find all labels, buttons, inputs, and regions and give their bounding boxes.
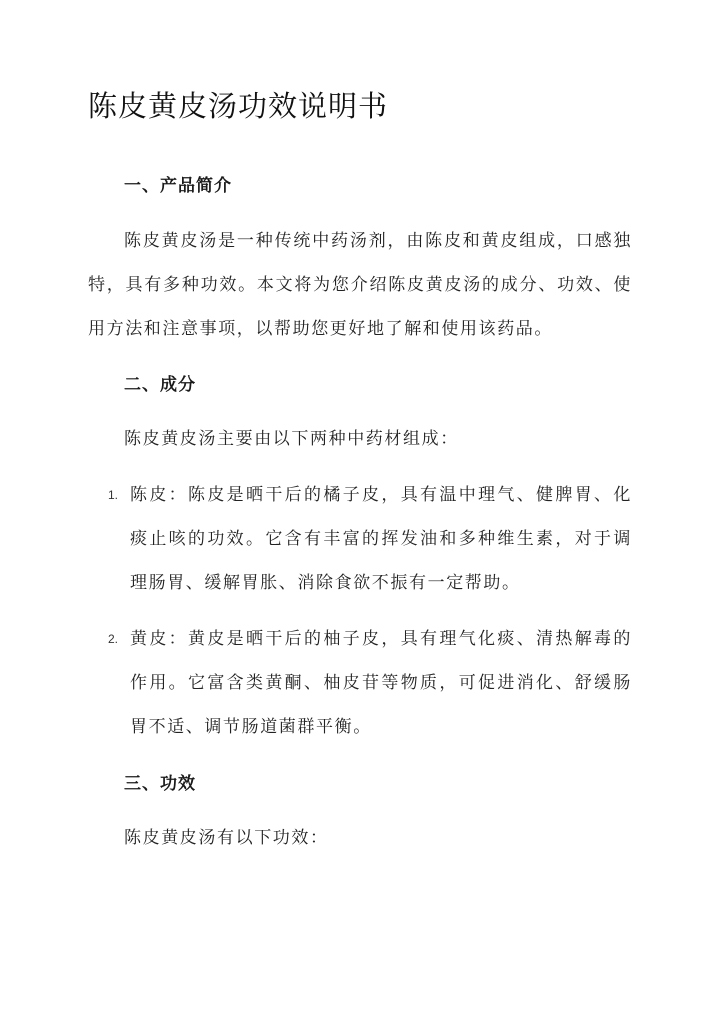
section-heading-intro: 一、产品简介: [124, 176, 232, 196]
intro-paragraph: 陈皮黄皮汤是一种传统中药汤剂，由陈皮和黄皮组成，口感独特，具有多种功效。本文将为您介绍陈皮黄皮汤的成分、功效、使用方法和注意事项，以帮助您更好地了解和使用该药品。: [88, 231, 632, 339]
effects-intro: 陈皮黄皮汤有以下功效：: [124, 828, 329, 848]
list-number: 2.: [108, 632, 119, 646]
list-item: [108, 617, 632, 749]
section-heading-effects: 三、功效: [124, 774, 196, 794]
list-item-text: 黄皮：黄皮是晒干后的柚子皮，具有理气化痰、清热解毒的作用。它富含类黄酮、柚皮苷等物质，可促进消化、舒缓肠胃不适、调节肠道菌群平衡。: [130, 629, 632, 737]
list-item: [108, 473, 632, 605]
section-heading-ingredients: 二、成分: [124, 375, 196, 395]
ingredients-intro: 陈皮黄皮汤主要由以下两种中药材组成：: [124, 429, 459, 449]
list-item-text: 陈皮：陈皮是晒干后的橘子皮，具有温中理气、健脾胃、化痰止咳的功效。它含有丰富的挥发油和多种维生素，对于调理肠胃、缓解胃胀、消除食欲不振有一定帮助。: [130, 485, 632, 593]
list-number: 1.: [108, 488, 119, 502]
document-title: 陈皮黄皮汤功效说明书: [88, 89, 389, 123]
